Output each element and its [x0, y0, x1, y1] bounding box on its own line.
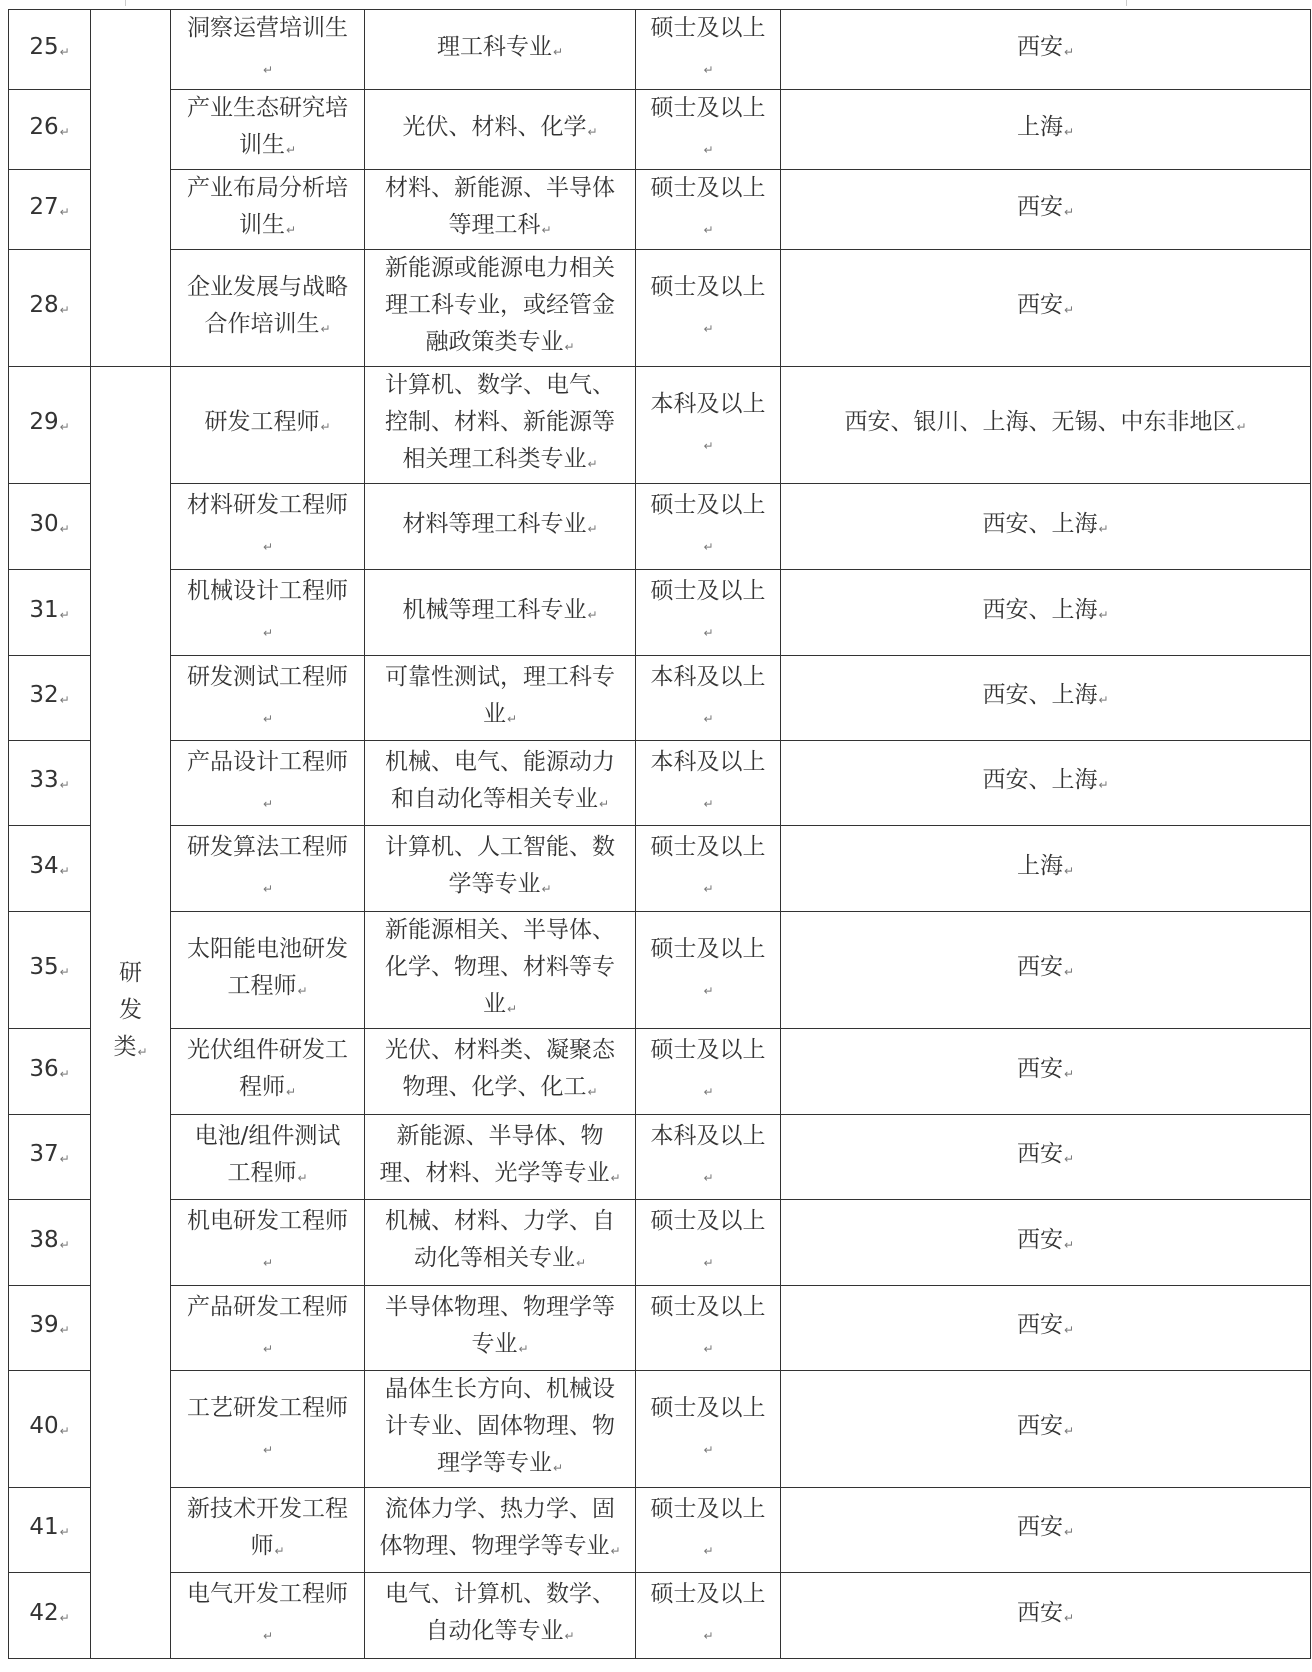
education-requirement: 本科及以上	[650, 663, 766, 690]
table-row	[9, 1573, 1311, 1659]
position-cell	[171, 1115, 365, 1200]
work-location: 西安	[1016, 1226, 1063, 1253]
major-cell	[365, 367, 636, 484]
row-number-cell	[9, 1488, 91, 1573]
paragraph-mark-icon: ↵	[587, 607, 598, 622]
paragraph-mark-icon: ↵	[59, 1323, 70, 1337]
paragraph-mark-icon: ↵	[1063, 303, 1075, 317]
table-row	[9, 1488, 1311, 1573]
table-row	[9, 10, 1311, 90]
location-cell	[781, 1286, 1311, 1371]
paragraph-mark-icon: ↵	[587, 521, 598, 536]
education-requirement: 硕士及以上	[650, 935, 766, 962]
row-number-cell	[9, 367, 91, 484]
major-requirement: 半导体物理、物理学等专业	[385, 1293, 615, 1357]
table-row	[9, 912, 1311, 1029]
education-cell	[636, 1115, 781, 1200]
education-cell	[636, 1029, 781, 1115]
education-requirement: 硕士及以上	[650, 1293, 766, 1320]
major-requirement: 机械、电气、能源动力和自动化等相关专业	[385, 748, 615, 812]
position-name: 研发测试工程师	[187, 663, 348, 690]
paragraph-mark-icon: ↵	[1063, 1152, 1075, 1166]
position-name: 洞察运营培训生	[187, 15, 348, 41]
paragraph-mark-icon: ↵	[564, 1629, 575, 1643]
row-number-cell	[9, 1573, 91, 1659]
major-requirement: 晶体生长方向、机械设计专业、固体物理、物理学等专业	[385, 1376, 615, 1476]
location-cell	[781, 170, 1311, 250]
education-requirement: 硕士及以上	[650, 1037, 766, 1063]
paragraph-mark-icon: ↵	[703, 882, 714, 896]
major-cell	[365, 10, 636, 90]
work-location: 西安	[1016, 292, 1063, 318]
major-requirement: 理工科专业	[436, 33, 552, 60]
row-number: 36	[29, 1055, 59, 1082]
education-requirement: 硕士及以上	[650, 578, 766, 604]
major-cell	[365, 1488, 636, 1573]
paragraph-mark-icon: ↵	[59, 1152, 70, 1166]
education-requirement: 硕士及以上	[650, 15, 766, 41]
position-name: 产业生态研究培训生	[187, 95, 348, 158]
paragraph-mark-icon: ↵	[1063, 1525, 1075, 1539]
major-cell	[365, 656, 636, 741]
major-requirement: 材料等理工科专业	[402, 510, 587, 537]
position-cell	[171, 367, 365, 484]
table-row	[9, 1029, 1311, 1115]
paragraph-mark-icon: ↵	[1063, 124, 1075, 139]
paragraph-mark-icon: ↵	[274, 1543, 285, 1558]
position-cell	[171, 1286, 365, 1371]
position-name: 研发工程师	[204, 409, 320, 435]
education-requirement: 硕士及以上	[650, 492, 766, 518]
position-cell	[171, 170, 365, 250]
education-cell	[636, 656, 781, 741]
major-cell	[365, 484, 636, 570]
paragraph-mark-icon: ↵	[137, 1044, 148, 1059]
paragraph-mark-icon: ↵	[1236, 420, 1247, 434]
education-requirement: 硕士及以上	[650, 1394, 766, 1421]
paragraph-mark-icon: ↵	[703, 626, 714, 640]
major-requirement: 光伏、材料、化学	[402, 113, 587, 140]
major-requirement: 电气、计算机、数学、自动化等专业	[385, 1581, 615, 1644]
table-row	[9, 367, 1311, 484]
paragraph-mark-icon: ↵	[1098, 521, 1109, 536]
paragraph-mark-icon: ↵	[1098, 778, 1109, 792]
paragraph-mark-icon: ↵	[703, 711, 714, 726]
paragraph-mark-icon: ↵	[1063, 1323, 1075, 1337]
education-cell	[636, 250, 781, 367]
education-requirement: 硕士及以上	[650, 834, 766, 860]
paragraph-mark-icon: ↵	[59, 204, 70, 219]
paragraph-mark-icon: ↵	[541, 223, 552, 237]
paragraph-mark-icon: ↵	[1063, 1066, 1075, 1081]
paragraph-mark-icon: ↵	[262, 711, 274, 726]
education-cell	[636, 1286, 781, 1371]
paragraph-mark-icon: ↵	[587, 1085, 598, 1099]
location-cell	[781, 656, 1311, 741]
position-name: 材料研发工程师	[187, 492, 348, 518]
paragraph-mark-icon: ↵	[598, 796, 610, 811]
table-row	[9, 170, 1311, 250]
major-cell	[365, 170, 636, 250]
paragraph-mark-icon: ↵	[59, 521, 70, 536]
position-cell	[171, 741, 365, 826]
major-cell	[365, 250, 636, 367]
previous-page-bottom-edge	[125, 0, 1127, 6]
location-cell	[781, 1371, 1311, 1488]
major-requirement: 计算机、人工智能、数学等专业	[385, 834, 615, 897]
education-cell	[636, 170, 781, 250]
paragraph-mark-icon: ↵	[59, 44, 70, 59]
row-number-cell	[9, 912, 91, 1029]
position-name: 太阳能电池研发工程师	[187, 935, 348, 999]
location-cell	[781, 1029, 1311, 1115]
row-number-cell	[9, 826, 91, 912]
education-cell	[636, 1488, 781, 1573]
paragraph-mark-icon: ↵	[703, 796, 714, 811]
position-cell	[171, 1488, 365, 1573]
work-location: 西安、上海	[982, 767, 1098, 793]
paragraph-mark-icon: ↵	[518, 1341, 529, 1356]
paragraph-mark-icon: ↵	[703, 1256, 714, 1270]
major-requirement: 机械、材料、力学、自动化等相关专业	[385, 1208, 615, 1271]
education-requirement: 硕士及以上	[650, 95, 766, 121]
location-cell	[781, 484, 1311, 570]
education-cell	[636, 1573, 781, 1659]
paragraph-mark-icon: ↵	[320, 321, 331, 336]
paragraph-mark-icon: ↵	[1063, 44, 1075, 59]
paragraph-mark-icon: ↵	[59, 124, 70, 139]
row-number-cell	[9, 1115, 91, 1200]
major-requirement: 计算机、数学、电气、控制、材料、新能源等相关理工科类专业	[385, 372, 615, 472]
work-location: 西安	[1016, 1055, 1063, 1082]
work-location: 西安	[1016, 33, 1063, 60]
paragraph-mark-icon: ↵	[262, 1629, 274, 1643]
major-cell	[365, 1371, 636, 1488]
major-requirement: 流体力学、热力学、固体物理、物理学等专业	[379, 1495, 615, 1559]
table-row	[9, 90, 1311, 170]
education-cell	[636, 570, 781, 656]
major-cell	[365, 1200, 636, 1286]
paragraph-mark-icon: ↵	[506, 1002, 518, 1016]
education-cell	[636, 912, 781, 1029]
row-number: 33	[29, 767, 59, 793]
row-number-cell	[9, 1029, 91, 1115]
row-number-cell	[9, 570, 91, 656]
paragraph-mark-icon: ↵	[262, 796, 274, 811]
education-cell	[636, 484, 781, 570]
major-cell	[365, 912, 636, 1029]
paragraph-mark-icon: ↵	[59, 1610, 70, 1625]
paragraph-mark-icon: ↵	[59, 693, 70, 707]
paragraph-mark-icon: ↵	[262, 1442, 274, 1457]
position-cell	[171, 570, 365, 656]
paragraph-mark-icon: ↵	[1063, 863, 1075, 878]
major-cell	[365, 90, 636, 170]
paragraph-mark-icon: ↵	[575, 1256, 587, 1270]
major-requirement: 材料、新能源、半导体等理工科	[385, 175, 615, 238]
paragraph-mark-icon: ↵	[703, 1341, 714, 1356]
position-name: 产品研发工程师	[187, 1293, 348, 1320]
row-number-cell	[9, 250, 91, 367]
major-cell	[365, 826, 636, 912]
paragraph-mark-icon: ↵	[262, 540, 274, 554]
row-number: 39	[29, 1312, 59, 1338]
position-name: 企业发展与战略合作培训生	[187, 273, 348, 337]
row-number-cell	[9, 1371, 91, 1488]
education-requirement: 硕士及以上	[650, 273, 766, 300]
position-cell	[171, 912, 365, 1029]
row-number: 38	[29, 1226, 59, 1253]
row-number: 27	[29, 193, 59, 220]
education-requirement: 硕士及以上	[650, 1581, 766, 1607]
paragraph-mark-icon: ↵	[262, 63, 274, 77]
paragraph-mark-icon: ↵	[703, 1085, 714, 1099]
education-cell	[636, 10, 781, 90]
row-number: 29	[29, 409, 59, 435]
position-name: 产品设计工程师	[187, 748, 348, 775]
paragraph-mark-icon: ↵	[297, 983, 308, 998]
education-requirement: 硕士及以上	[650, 1208, 766, 1234]
paragraph-mark-icon: ↵	[703, 1170, 714, 1185]
position-cell	[171, 250, 365, 367]
work-location: 西安	[1016, 1413, 1063, 1439]
education-requirement: 硕士及以上	[650, 175, 766, 201]
paragraph-mark-icon: ↵	[703, 223, 714, 237]
position-cell	[171, 90, 365, 170]
education-cell	[636, 1371, 781, 1488]
position-cell	[171, 1029, 365, 1115]
education-requirement: 本科及以上	[650, 748, 766, 775]
work-location: 西安	[1016, 1599, 1063, 1626]
table-row	[9, 656, 1311, 741]
paragraph-mark-icon: ↵	[506, 711, 518, 726]
recruitment-table-page	[8, 9, 1311, 1659]
row-number: 31	[29, 596, 59, 623]
paragraph-mark-icon: ↵	[320, 420, 331, 434]
position-cell	[171, 1200, 365, 1286]
position-cell	[171, 656, 365, 741]
education-cell	[636, 90, 781, 170]
location-cell	[781, 826, 1311, 912]
position-name: 电池/组件测试工程师	[194, 1122, 341, 1186]
work-location: 西安	[1016, 1514, 1063, 1540]
position-name: 工艺研发工程师	[187, 1394, 348, 1421]
category-cell	[91, 367, 171, 1659]
row-number: 26	[29, 113, 59, 140]
major-cell	[365, 570, 636, 656]
work-location: 西安、上海	[982, 596, 1098, 623]
paragraph-mark-icon: ↵	[285, 143, 297, 157]
location-cell	[781, 1115, 1311, 1200]
row-number-cell	[9, 90, 91, 170]
location-cell	[781, 1200, 1311, 1286]
paragraph-mark-icon: ↵	[1098, 693, 1109, 707]
location-cell	[781, 912, 1311, 1029]
major-cell	[365, 741, 636, 826]
paragraph-mark-icon: ↵	[610, 1170, 621, 1185]
paragraph-mark-icon: ↵	[59, 420, 70, 434]
row-number: 42	[29, 1599, 59, 1626]
row-number: 30	[29, 510, 59, 537]
education-requirement: 本科及以上	[650, 1122, 766, 1149]
paragraph-mark-icon: ↵	[262, 1341, 274, 1356]
position-name: 光伏组件研发工程师	[187, 1037, 348, 1100]
location-cell	[781, 10, 1311, 90]
major-cell	[365, 1286, 636, 1371]
location-cell	[781, 367, 1311, 484]
job-positions-table	[8, 9, 1311, 1659]
education-requirement: 本科及以上	[650, 390, 766, 417]
paragraph-mark-icon: ↵	[59, 1237, 70, 1252]
paragraph-mark-icon: ↵	[1098, 607, 1109, 622]
paragraph-mark-icon: ↵	[703, 438, 714, 453]
row-number: 37	[29, 1141, 59, 1167]
row-number: 32	[29, 682, 59, 708]
paragraph-mark-icon: ↵	[285, 1085, 297, 1099]
paragraph-mark-icon: ↵	[703, 983, 714, 998]
major-requirement: 可靠性测试，理工科专业	[385, 663, 615, 727]
work-location: 西安、上海	[982, 682, 1098, 708]
work-location: 西安、银川、上海、无锡、中东非地区	[844, 409, 1236, 435]
paragraph-mark-icon: ↵	[703, 540, 714, 554]
paragraph-mark-icon: ↵	[297, 1170, 308, 1185]
paragraph-mark-icon: ↵	[59, 778, 70, 792]
table-row	[9, 484, 1311, 570]
category-label: 研发类	[113, 959, 142, 1060]
row-number-cell	[9, 170, 91, 250]
row-number-cell	[9, 10, 91, 90]
paragraph-mark-icon: ↵	[262, 626, 274, 640]
table-row	[9, 250, 1311, 367]
paragraph-mark-icon: ↵	[552, 44, 564, 59]
position-cell	[171, 826, 365, 912]
major-cell	[365, 1029, 636, 1115]
work-location: 西安、上海	[982, 510, 1098, 537]
paragraph-mark-icon: ↵	[541, 882, 552, 896]
row-number-cell	[9, 1286, 91, 1371]
row-number-cell	[9, 656, 91, 741]
position-cell	[171, 1371, 365, 1488]
paragraph-mark-icon: ↵	[59, 303, 70, 317]
major-cell	[365, 1573, 636, 1659]
paragraph-mark-icon: ↵	[1063, 965, 1075, 979]
major-requirement: 新能源、半导体、物理、材料、光学等专业	[379, 1122, 610, 1186]
position-cell	[171, 10, 365, 90]
paragraph-mark-icon: ↵	[703, 63, 714, 77]
paragraph-mark-icon: ↵	[262, 1256, 274, 1270]
row-number-cell	[9, 741, 91, 826]
paragraph-mark-icon: ↵	[262, 882, 274, 896]
row-number: 41	[29, 1514, 59, 1540]
location-cell	[781, 1573, 1311, 1659]
position-name: 研发算法工程师	[187, 834, 348, 860]
row-number-cell	[9, 484, 91, 570]
work-location: 西安	[1016, 193, 1063, 220]
paragraph-mark-icon: ↵	[59, 965, 70, 979]
paragraph-mark-icon: ↵	[1063, 1237, 1075, 1252]
row-number: 34	[29, 852, 59, 879]
position-name: 电气开发工程师	[187, 1581, 348, 1607]
education-requirement: 硕士及以上	[650, 1495, 766, 1522]
major-requirement: 机械等理工科专业	[402, 596, 587, 623]
education-cell	[636, 826, 781, 912]
row-number: 35	[29, 954, 59, 980]
position-name: 产业布局分析培训生	[187, 175, 348, 238]
work-location: 西安	[1016, 1312, 1063, 1338]
paragraph-mark-icon: ↵	[59, 1066, 70, 1081]
major-requirement: 新能源或能源电力相关理工科专业，或经管金融政策类专业	[385, 255, 615, 355]
paragraph-mark-icon: ↵	[285, 223, 297, 237]
table-row	[9, 1371, 1311, 1488]
paragraph-mark-icon: ↵	[59, 863, 70, 878]
position-name: 机械设计工程师	[187, 578, 348, 604]
paragraph-mark-icon: ↵	[703, 321, 714, 336]
location-cell	[781, 90, 1311, 170]
paragraph-mark-icon: ↵	[552, 1461, 564, 1475]
row-number-cell	[9, 1200, 91, 1286]
major-cell	[365, 1115, 636, 1200]
paragraph-mark-icon: ↵	[587, 124, 598, 139]
table-row	[9, 1286, 1311, 1371]
location-cell	[781, 1488, 1311, 1573]
row-number: 25	[29, 33, 59, 60]
work-location: 上海	[1016, 113, 1063, 140]
position-cell	[171, 1573, 365, 1659]
row-number: 28	[29, 292, 59, 318]
table-row	[9, 826, 1311, 912]
paragraph-mark-icon: ↵	[1063, 1424, 1075, 1438]
education-cell	[636, 741, 781, 826]
paragraph-mark-icon: ↵	[564, 340, 575, 354]
work-location: 西安	[1016, 1141, 1063, 1167]
location-cell	[781, 250, 1311, 367]
major-requirement: 新能源相关、半导体、化学、物理、材料等专业	[385, 917, 615, 1017]
paragraph-mark-icon: ↵	[59, 1424, 70, 1438]
paragraph-mark-icon: ↵	[703, 1543, 714, 1558]
table-row	[9, 1115, 1311, 1200]
paragraph-mark-icon: ↵	[610, 1543, 621, 1558]
education-cell	[636, 1200, 781, 1286]
row-number: 40	[29, 1413, 59, 1439]
work-location: 西安	[1016, 954, 1063, 980]
paragraph-mark-icon: ↵	[703, 1629, 714, 1643]
paragraph-mark-icon: ↵	[1063, 1610, 1075, 1625]
education-cell	[636, 367, 781, 484]
paragraph-mark-icon: ↵	[1063, 204, 1075, 219]
position-name: 新技术开发工程师	[187, 1495, 348, 1559]
table-row	[9, 741, 1311, 826]
paragraph-mark-icon: ↵	[703, 143, 714, 157]
location-cell	[781, 741, 1311, 826]
table-row	[9, 570, 1311, 656]
paragraph-mark-icon: ↵	[703, 1442, 714, 1457]
category-cell-empty	[91, 10, 171, 367]
paragraph-mark-icon: ↵	[59, 1525, 70, 1539]
paragraph-mark-icon: ↵	[59, 607, 70, 622]
table-row	[9, 1200, 1311, 1286]
location-cell	[781, 570, 1311, 656]
work-location: 上海	[1016, 852, 1063, 879]
paragraph-mark-icon: ↵	[587, 457, 598, 471]
major-requirement: 光伏、材料类、凝聚态物理、化学、化工	[385, 1037, 615, 1100]
position-cell	[171, 484, 365, 570]
position-name: 机电研发工程师	[187, 1208, 348, 1234]
